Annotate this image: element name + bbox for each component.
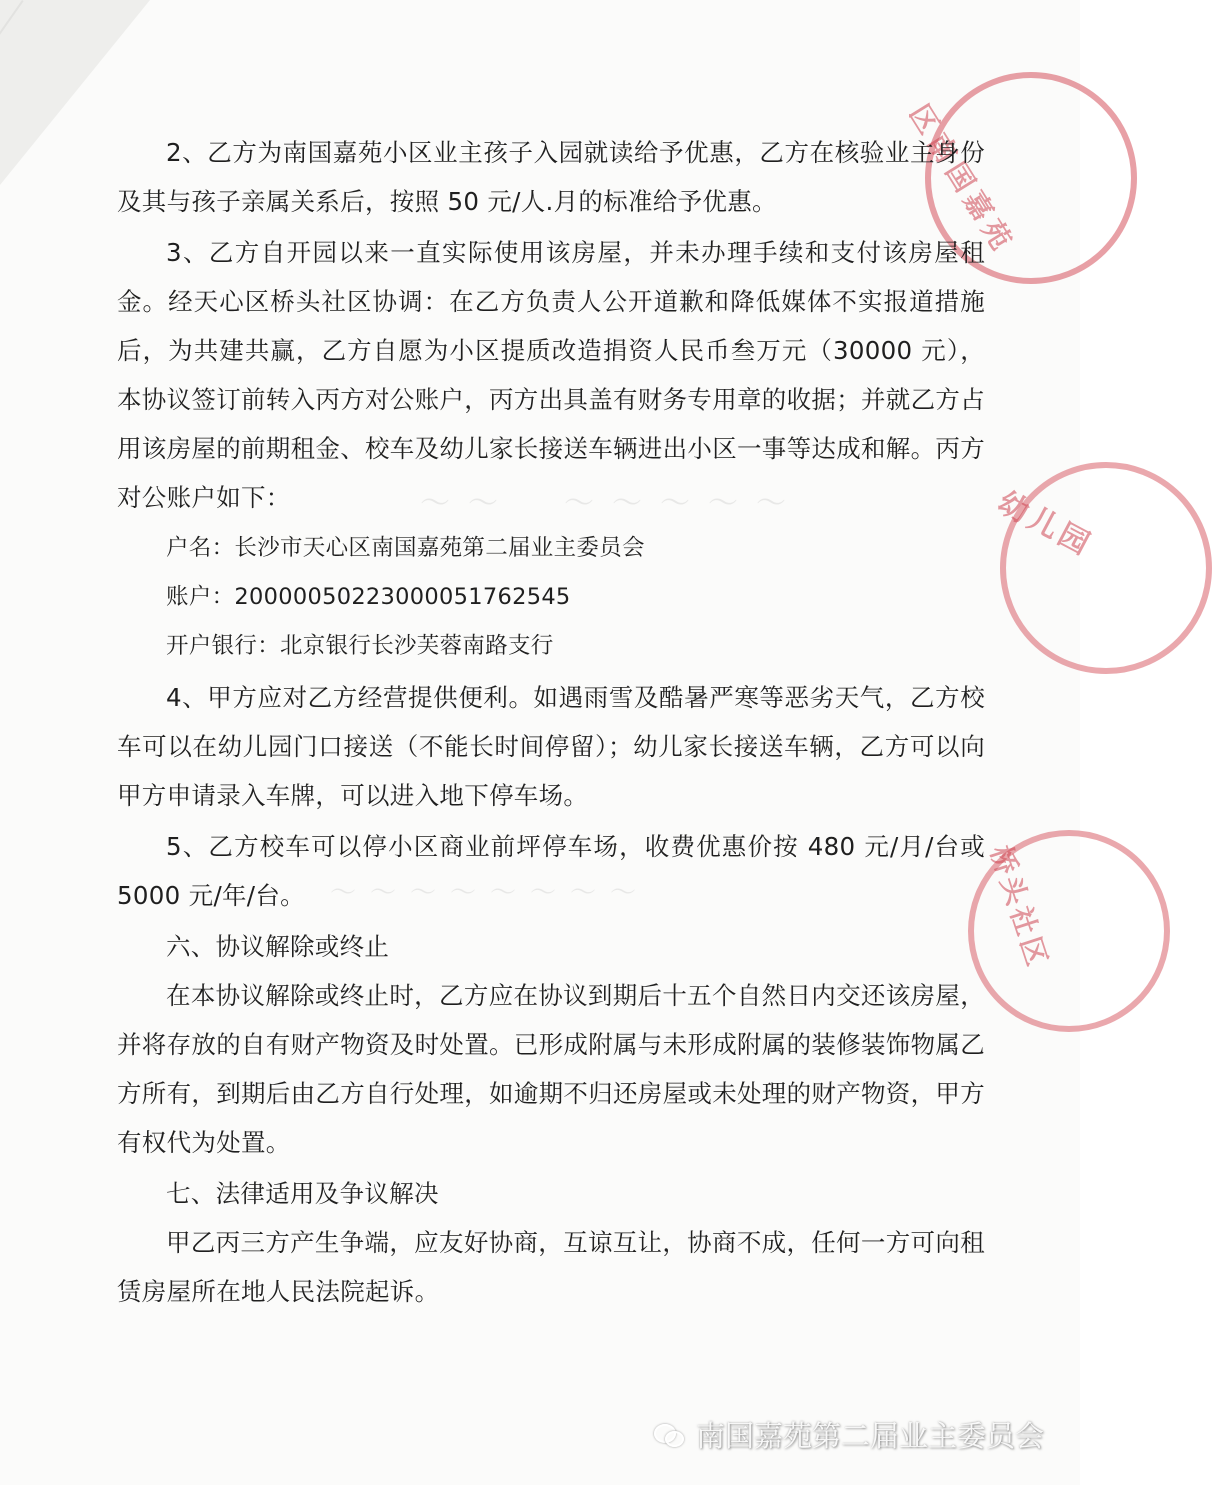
- wechat-watermark: [654, 1414, 1044, 1455]
- paragraph-3: 3、乙方自开园以来一直实际使用该房屋，并未办理手续和支付该房屋租金。经天心区桥头社区协调：在乙方负责人公开道歉和降低媒体不实报道措施后，为共建共赢，乙方自愿为小区提质改造捐资人民币叁万元（30000 元），本协议签订前转入丙方对公账户，丙方出具盖有财务专用章的收据；并就乙方占用该房屋的前期租金、校车及幼儿家长接送车辆进出小区一事等达成和解。丙方对公账户如下：: [117, 238, 985, 512]
- seal-bottom: [968, 830, 1170, 1032]
- bleed-through-mark: ～～ ～～～～～: [420, 486, 804, 521]
- document-body: [117, 128, 985, 1316]
- account-name: 户名：长沙市天心区南国嘉苑第二届业主委员会: [166, 535, 645, 561]
- paragraph-5: 5、乙方校车可以停小区商业前坪停车场，收费优惠价按 480 元/月/台或 5000 元/年/台。: [117, 832, 985, 910]
- account-number: 账户：20000050223000051762545: [166, 584, 571, 610]
- bleed-through-mark: ～～～～～～～～: [330, 878, 651, 908]
- watermark-text: 南国嘉苑第二届业主委员会: [695, 1419, 1044, 1453]
- section-6-body: 在本协议解除或终止时，乙方应在协议到期后十五个自然日内交还该房屋，并将存放的自有财产物资及时处置。已形成附属与未形成附属的装修装饰物属乙方所有，到期后由乙方自行处理，如逾期不归还房屋或未处理的财产物资，甲方有权代为处置。: [117, 981, 985, 1157]
- paragraph-4: 4、甲方应对乙方经营提供便利。如遇雨雪及酷暑严寒等恶劣天气，乙方校车可以在幼儿园门口接送（不能长时间停留）；幼儿家长接送车辆，乙方可以向甲方申请录入车牌，可以进入地下停车场。: [117, 683, 985, 810]
- seal-middle: [1000, 462, 1212, 674]
- section-7-body: 甲乙丙三方产生争端，应友好协商，互谅互让，协商不成，任何一方可向租赁房屋所在地人民法院起诉。: [117, 1228, 985, 1306]
- section-6-heading: 六、协议解除或终止: [166, 932, 390, 961]
- wechat-icon: [654, 1422, 684, 1448]
- account-bank: 开户银行：北京银行长沙芙蓉南路支行: [166, 633, 554, 659]
- seal-middle-text: 幼儿园: [991, 485, 1099, 564]
- paragraph-2: 2、乙方为南国嘉苑小区业主孩子入园就读给予优惠，乙方在核验业主身份及其与孩子亲属关系后，按照 50 元/人.月的标准给予优惠。: [117, 138, 985, 216]
- seal-bottom-text: 桥头社区: [983, 841, 1055, 974]
- section-7-heading: 七、法律适用及争议解决: [166, 1179, 439, 1208]
- seal-top-text: 区南国嘉苑: [902, 98, 1021, 261]
